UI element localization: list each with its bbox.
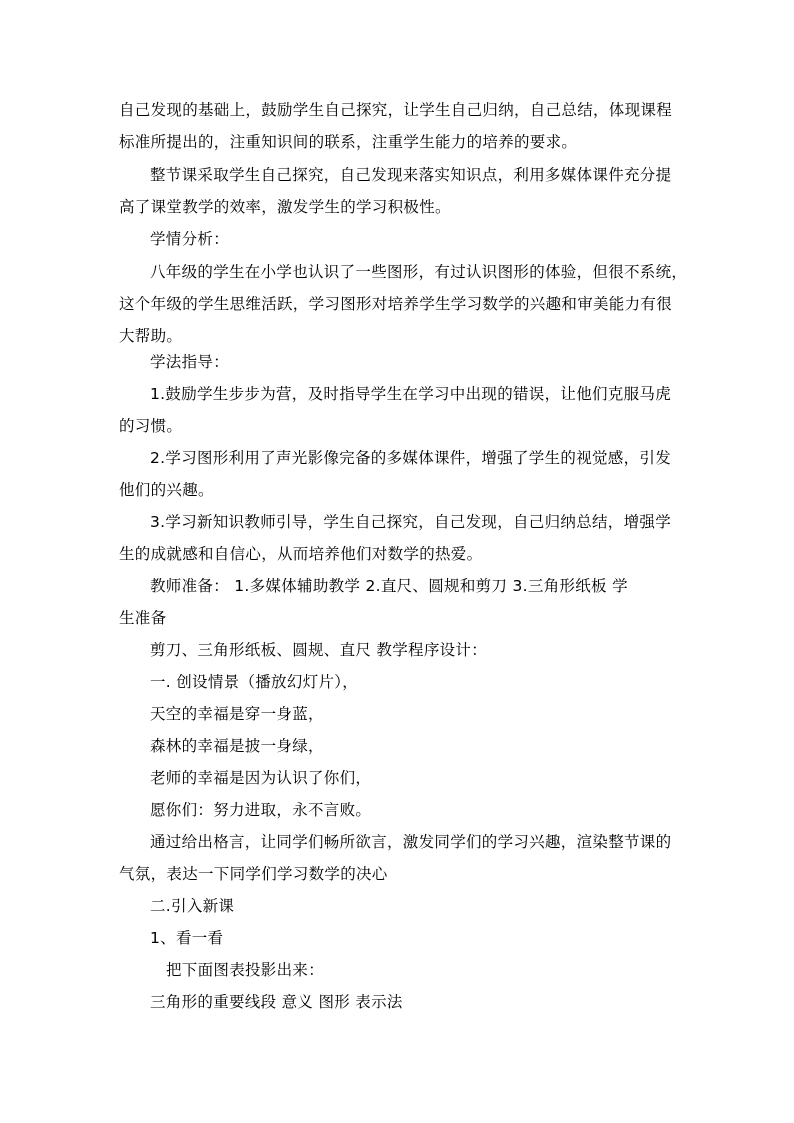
- text-line: 自己发现的基础上，鼓励学生自己探究，让学生自己归纳，自己总结，体现课程: [119, 101, 673, 119]
- section-heading: 一. 创设情景（播放幻灯片），: [150, 673, 359, 691]
- text-line: 八年级的学生在小学也认识了一些图形，有过认识图形的体验，但很不系统，: [150, 263, 688, 281]
- text-line: 天空的幸福是穿一身蓝，: [150, 705, 324, 723]
- text-line: 他们的兴趣。: [119, 481, 214, 499]
- text-line: 愿你们：努力进取，永不言败。: [150, 801, 372, 819]
- text-line: 剪刀、三角形纸板、圆规、直尺 教学程序设计：: [150, 641, 488, 659]
- section-heading: 学法指导：: [150, 353, 230, 371]
- section-heading: 学情分析：: [150, 230, 230, 248]
- text-line: 生的成就感和自信心，从而培养他们对数学的热爱。: [119, 545, 483, 563]
- text-line: 大帮助。: [119, 327, 183, 345]
- text-line: 这个年级的学生思维活跃，学习图形对培养学生学习数学的兴趣和审美能力有很: [119, 295, 673, 313]
- text-line: 气氛，表达一下同学们学习数学的决心: [119, 865, 388, 883]
- text-line: 高了课堂教学的效率，激发学生的学习积极性。: [119, 198, 451, 216]
- list-item: 1.鼓励学生步步为营，及时指导学生在学习中出现的错误，让他们克服马虎: [150, 385, 671, 403]
- text-line: 生准备: [119, 609, 167, 627]
- text-line: 教师准备： 1.多媒体辅助教学 2.直尺、圆规和剪刀 3.三角形纸板 学: [150, 577, 628, 595]
- text-line: 老师的幸福是因为认识了你们，: [150, 769, 372, 787]
- list-item: 2.学习图形利用了声光影像完备的多媒体课件，增强了学生的视觉感，引发: [150, 449, 671, 467]
- list-item: 3.学习新知识教师引导，学生自己探究，自己发现，自己归纳总结，增强学: [150, 513, 671, 531]
- text-line: 标准所提出的，注重知识间的联系，注重学生能力的培养的要求。: [119, 133, 578, 151]
- text-line: 的习惯。: [119, 417, 183, 435]
- text-line: 森林的幸福是披一身绿，: [150, 737, 324, 755]
- text-line: 把下面图表投影出来：: [166, 961, 325, 979]
- table-header-row: 三角形的重要线段 意义 图形 表示法: [150, 993, 403, 1011]
- text-line: 整节课采取学生自己探究，自己发现来落实知识点，利用多媒体课件充分提: [150, 166, 672, 184]
- subsection-heading: 1、看一看: [150, 929, 224, 947]
- section-heading: 二.引入新课: [150, 897, 235, 915]
- text-line: 通过给出格言，让同学们畅所欲言，激发同学们的学习兴趣，渲染整节课的: [150, 833, 672, 851]
